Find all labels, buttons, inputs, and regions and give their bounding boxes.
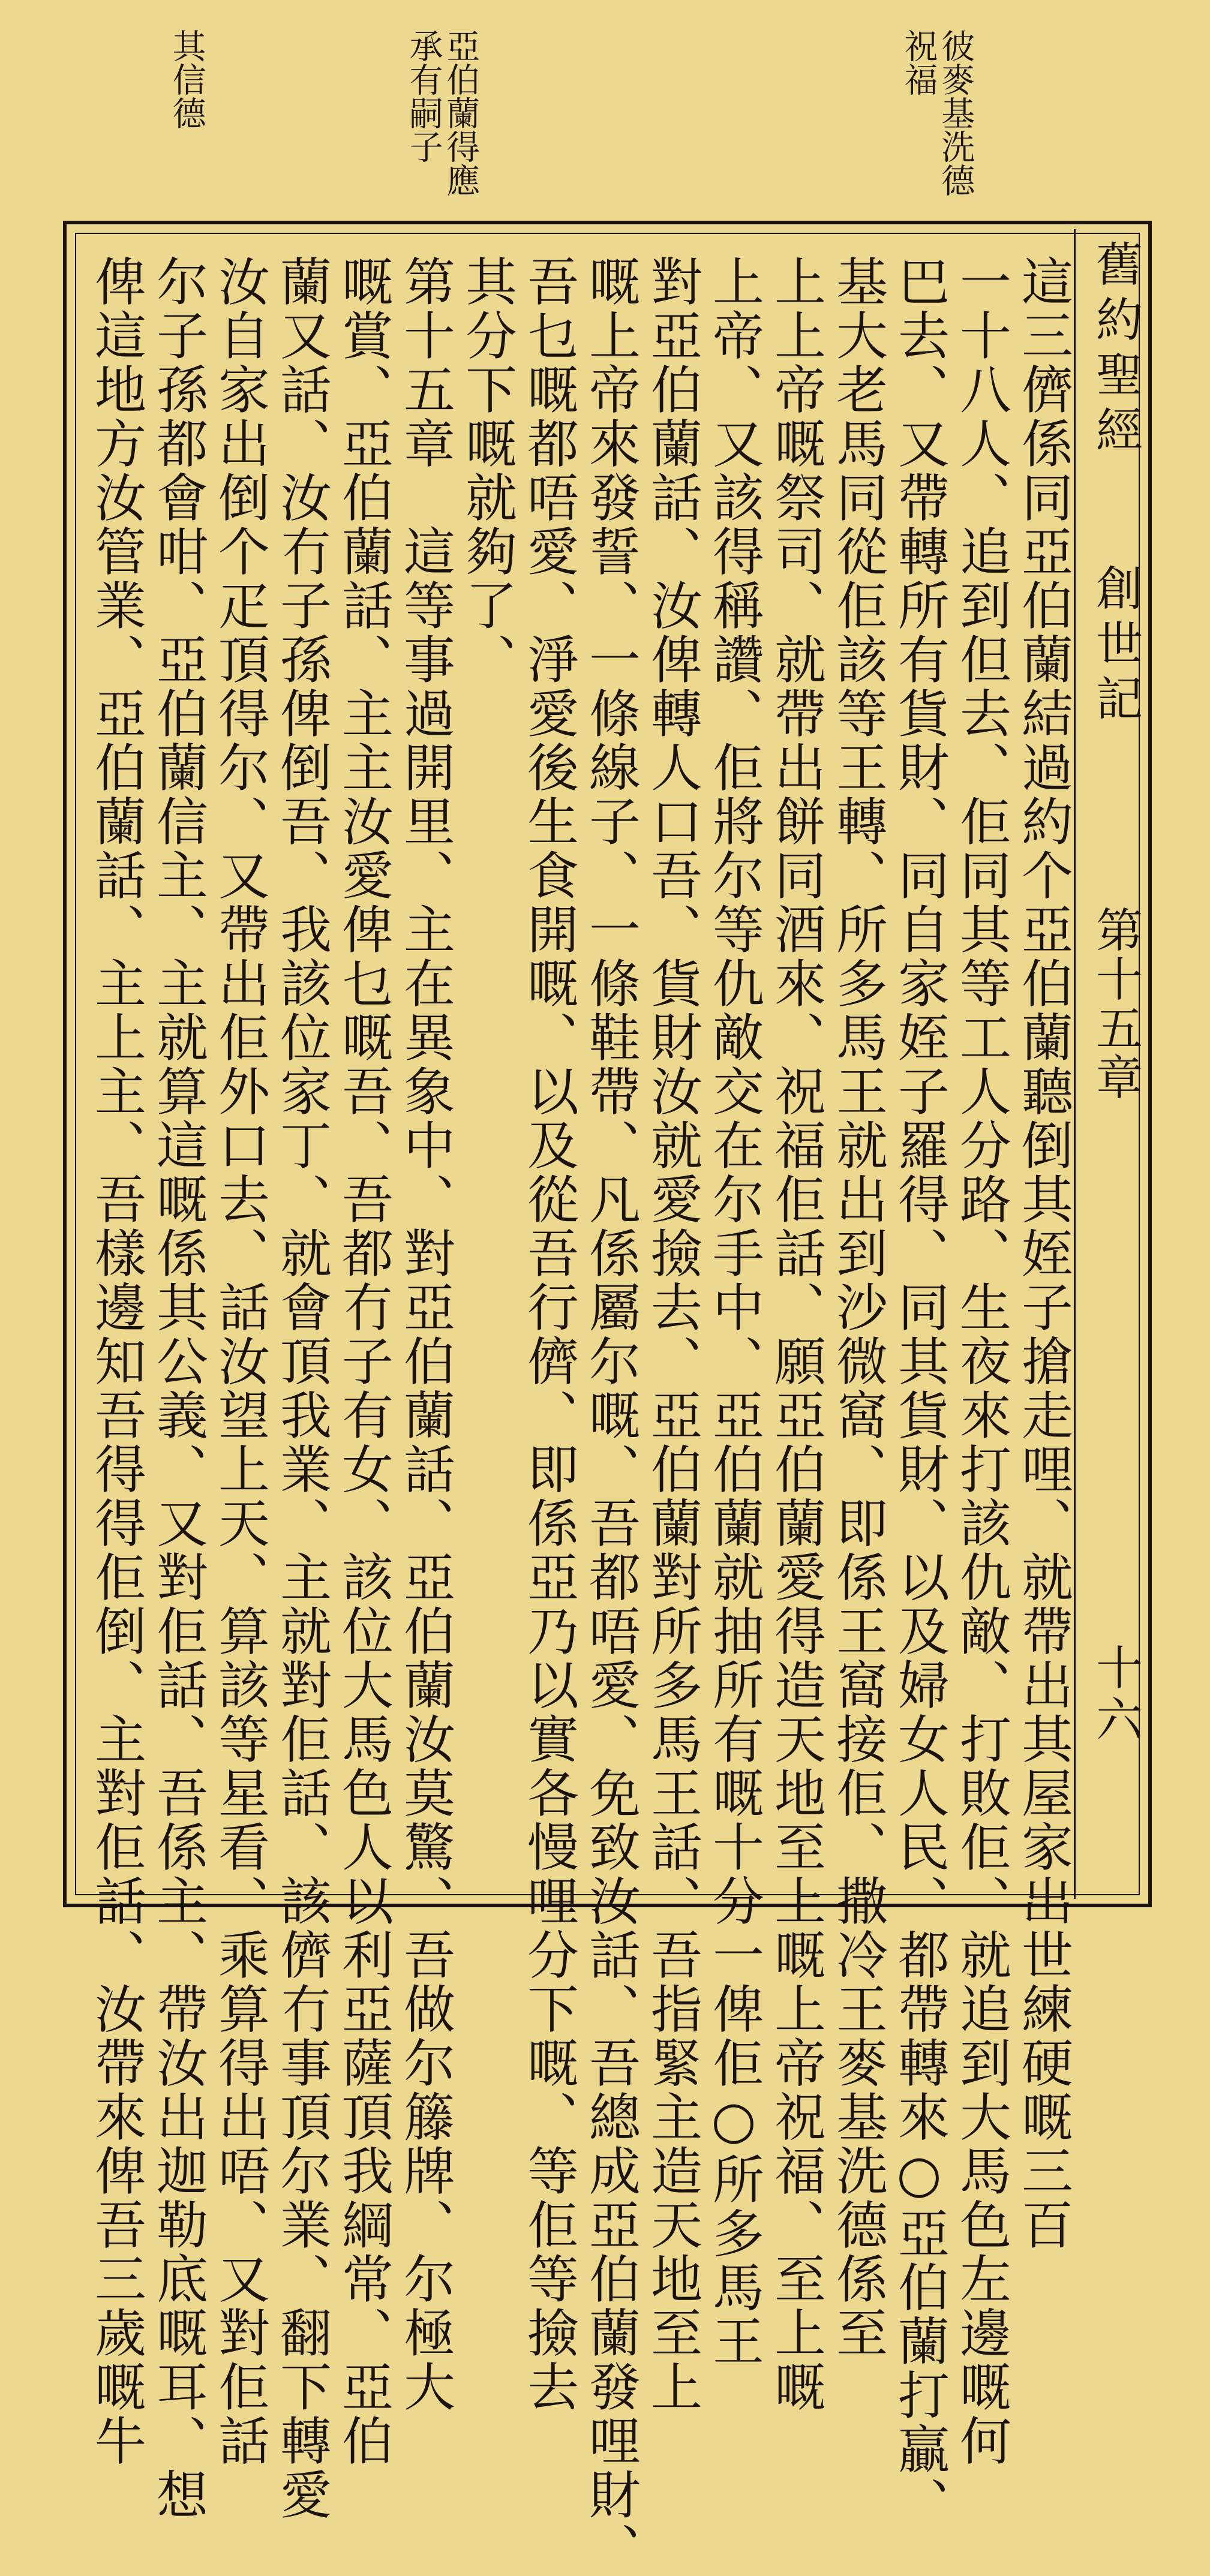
margin-note-line: 承有嗣子 [404,29,443,163]
margin-note-melchizedek [900,29,974,197]
text-column: 蘭又話、汝冇子孫俾倒吾、我該位家丁、就會頂我業、主就對佢話、該儕冇事頂尔業、翻下轉愛 [271,255,331,2522]
text-column: 嘅賞、亞伯蘭話、主主汝愛俾乜嘅吾、吾都冇子有女、該位大馬色人以利亞薩頂我綱常、亞伯 [333,255,393,2468]
text-column: 這三儕係同亞伯蘭結過約个亞伯蘭聽倒其姪子搶走哩、就帶出其屋家出世練硬嘅三百 [1013,255,1073,2252]
text-column: 汝自家出倒个疋頂得尔、又帶出佢外口去、話汝望上天、算該等星看、乘算得出唔、又對佢話 [209,255,269,2468]
chapter-start-column: 第十五章 這等事過開里、主在異象中、對亞伯蘭話、亞伯蘭汝莫驚、吾做尔籐牌、尔極大 [395,255,455,2414]
header-book-name: 創世記 [1088,564,1142,729]
text-column: 尔子孫都會咁、亞伯蘭信主、主就算這嘅係其公義、又對佢話、吾係主、帶汝出迦勒底嘅耳、想 [148,255,208,2522]
text-column: 嘅上帝來發誓、一條線子、一條鞋帶、凡係屬尔嘅、吾都唔愛、免致汝話、吾總成亞伯蘭發哩財、 [580,255,640,2576]
text-column: 上帝、又該得稱讚、佢將尔等仇敵交在尔手中、亞伯蘭就抽所有嘅十分一俾佢○所多馬王 [704,255,764,2368]
margin-note-heir [405,29,479,197]
text-column: 其分下嘅就夠了、 [457,255,517,687]
header-divider [1074,229,1076,1899]
margin-note-faith [168,29,205,130]
text-column: 上上帝嘅祭司、就帶出餅同酒來、祝福佢話、願亞伯蘭愛得造天地至上嘅上帝祝福、至上嘅 [765,255,825,2414]
margin-note-line: 其信德 [167,29,206,130]
margin-note-line: 祝福 [899,29,938,96]
header-title: 舊約聖經 [1088,240,1142,461]
margin-note-line: 彼麥基洗德 [936,29,975,197]
header-chapter: 第十五章 [1088,906,1142,1102]
text-column: 基大老馬同從佢該等王轉、所多馬王就出到沙微窩、即係王窩接佢、撒冷王麥基洗德係至 [827,255,887,2360]
margin-note-line: 亞伯蘭得應 [441,29,481,197]
text-column: 巴去、又帶轉所有貨財、同自家姪子羅得、同其貨財、以及婦女人民、都帶轉來○亞伯蘭打贏、 [889,255,949,2530]
text-column: 一十八人、追到但去、佢同其等工人分路、生夜來打該仇敵、打敗佢、就追到大馬色左邊嘅何 [951,255,1011,2468]
header-page-number: 十六 [1088,1643,1142,1747]
text-column: 俾這地方汝管業、亞伯蘭話、主上主、吾樣邊知吾得得佢倒、主對佢話、汝帶來俾吾三歲嘅牛 [86,255,146,2468]
text-column: 吾乜嘅都唔愛、淨愛後生食開嘅、以及從吾行儕、即係亞乃以實各慢哩分下嘅、等佢等撿去 [518,255,578,2414]
text-column: 對亞伯蘭話、汝俾轉人口吾、貨財汝就愛撿去、亞伯蘭對所多馬王話、吾指緊主造天地至上 [642,255,702,2414]
